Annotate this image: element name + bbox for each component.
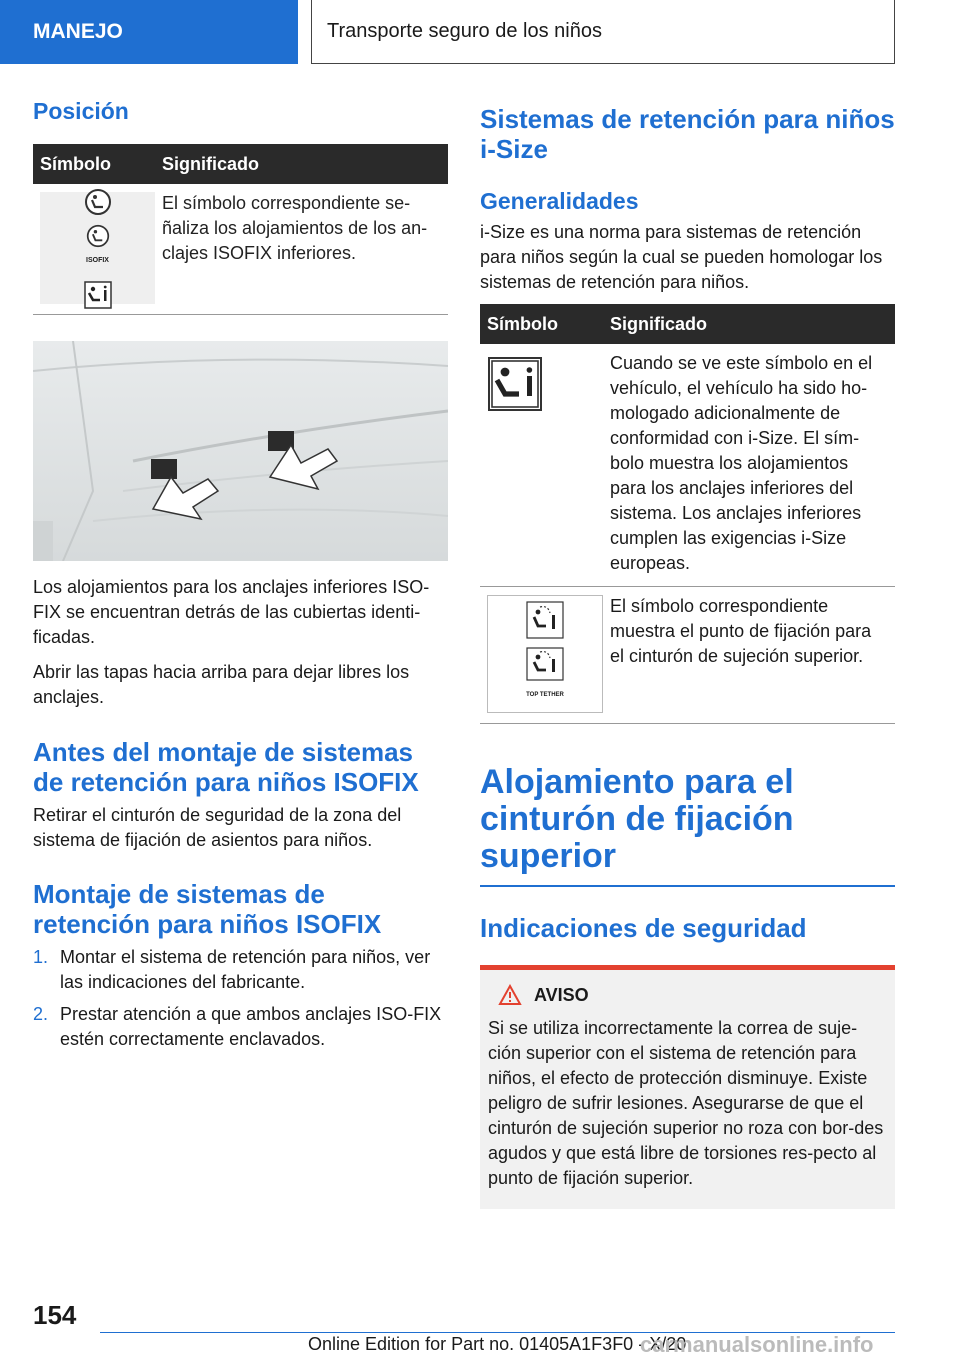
- warning-title: AVISO: [534, 984, 589, 1005]
- top-tether-icon: [526, 601, 564, 639]
- table2-symbol-header: Símbolo: [480, 304, 603, 344]
- step-text: Montar el sistema de retención para niños, ver las indicaciones del fabricante.: [60, 947, 431, 992]
- left-column: [33, 98, 448, 1059]
- warning-triangle-icon: [498, 984, 522, 1006]
- table2-meaning-2: El símbolo correspondiente muestra el punto de fijación para el cinturón de sujeción superior.: [603, 587, 895, 724]
- generalidades-heading: Generalidades: [480, 188, 639, 214]
- antes-heading: Antes del montaje de sistemas de retención para niños ISOFIX: [33, 737, 419, 797]
- generalidades-text: i-Size es una norma para sistemas de retención para niños según la cual se pueden homologar los sistemas de retención para niños.: [480, 222, 883, 292]
- montaje-heading: Montaje de sistemas de retención para niños ISOFIX: [33, 879, 382, 939]
- page-number: 154: [33, 1300, 77, 1330]
- warning-text: Si se utiliza incorrectamente la correa de suje-ción superior con el sistema de retención para niños, el efecto de protección disminuye. Existe peligro de sufrir lesiones. Asegurarse de que el cinturón de sujeción superior no roza con bor-des agudos y que está libre de torsiones res-pecto al punto de fijación superior.: [488, 1018, 884, 1188]
- isize-heading: Sistemas de retención para niños i-Size: [480, 104, 895, 164]
- photo-paragraph-2: Abrir las tapas hacia arriba para dejar libres los anclajes.: [33, 662, 410, 707]
- seat-isofix-photo: [33, 341, 448, 561]
- section-tab[interactable]: MANEJO: [0, 0, 298, 64]
- isofix-labeled-icon: [86, 224, 110, 248]
- step-number: 2.: [33, 1004, 49, 1024]
- table-row: [33, 184, 448, 315]
- step-text: Prestar atención a que ambos anclajes ISO-FIX estén correctamente enclavados.: [60, 1004, 442, 1049]
- isize-symbol-table: [480, 304, 895, 724]
- isofix-labeled-symbol: [86, 224, 110, 273]
- table-row: [480, 344, 895, 587]
- isize-child-seat-icon: [487, 356, 543, 412]
- top-tether-icon-label: TOP TETHER: [526, 691, 564, 698]
- table-row: [480, 587, 895, 724]
- table2-meaning-1: Cuando se ve este símbolo en el vehículo, el vehículo ha sido ho-mologado adicionalmente de conformidad con i-Size. El sím-bolo muestra los alojamientos para los anclajes inferiores del sistema. Los anclajes inferiores cumplen las exigencias i-Size europeas.: [603, 344, 895, 587]
- alojamiento-heading: Alojamiento para el cinturón de fijación superior: [480, 763, 794, 875]
- montaje-steps: [33, 945, 448, 1052]
- isize-child-seat-icon: [84, 281, 112, 309]
- watermark: carmanualsonline.info: [640, 1332, 874, 1357]
- isofix-symbol-table: [33, 144, 448, 315]
- warning-box: [480, 965, 895, 1209]
- right-column: [480, 98, 895, 1209]
- list-item: [33, 945, 448, 995]
- table2-meaning-header: Significado: [603, 304, 895, 344]
- section-divider: [480, 885, 895, 887]
- top-tether-labeled-icon: [526, 647, 564, 681]
- isofix-ring-icon: [84, 188, 112, 216]
- table1-meaning: El símbolo correspondiente se-ñaliza los alojamientos de los an-clajes ISOFIX inferiores.: [155, 184, 448, 315]
- top-tether-labeled-symbol: [526, 647, 564, 708]
- top-tether-symbol-cell: [487, 595, 603, 713]
- isofix-icon-label: ISOFIX: [86, 256, 109, 264]
- table1-meaning-header: Significado: [155, 144, 448, 184]
- warning-header: [498, 984, 887, 1006]
- table1-symbol-header: Símbolo: [33, 144, 155, 184]
- indicaciones-heading: Indicaciones de seguridad: [480, 913, 807, 943]
- list-item: [33, 1002, 448, 1052]
- chapter-title: Transporte seguro de los niños: [311, 0, 895, 64]
- footer-edition: Online Edition for Part no. 01405A1F3F0 - X/20: [308, 1334, 687, 1354]
- posicion-heading: Posición: [33, 98, 129, 124]
- antes-text: Retirar el cinturón de seguridad de la zona del sistema de fijación de asientos para niños.: [33, 805, 402, 850]
- step-number: 1.: [33, 947, 49, 967]
- isofix-symbol-cell: [40, 192, 155, 304]
- photo-paragraph-1: Los alojamientos para los anclajes inferiores ISO-FIX se encuentran detrás de las cubiertas identi-ficadas.: [33, 577, 430, 647]
